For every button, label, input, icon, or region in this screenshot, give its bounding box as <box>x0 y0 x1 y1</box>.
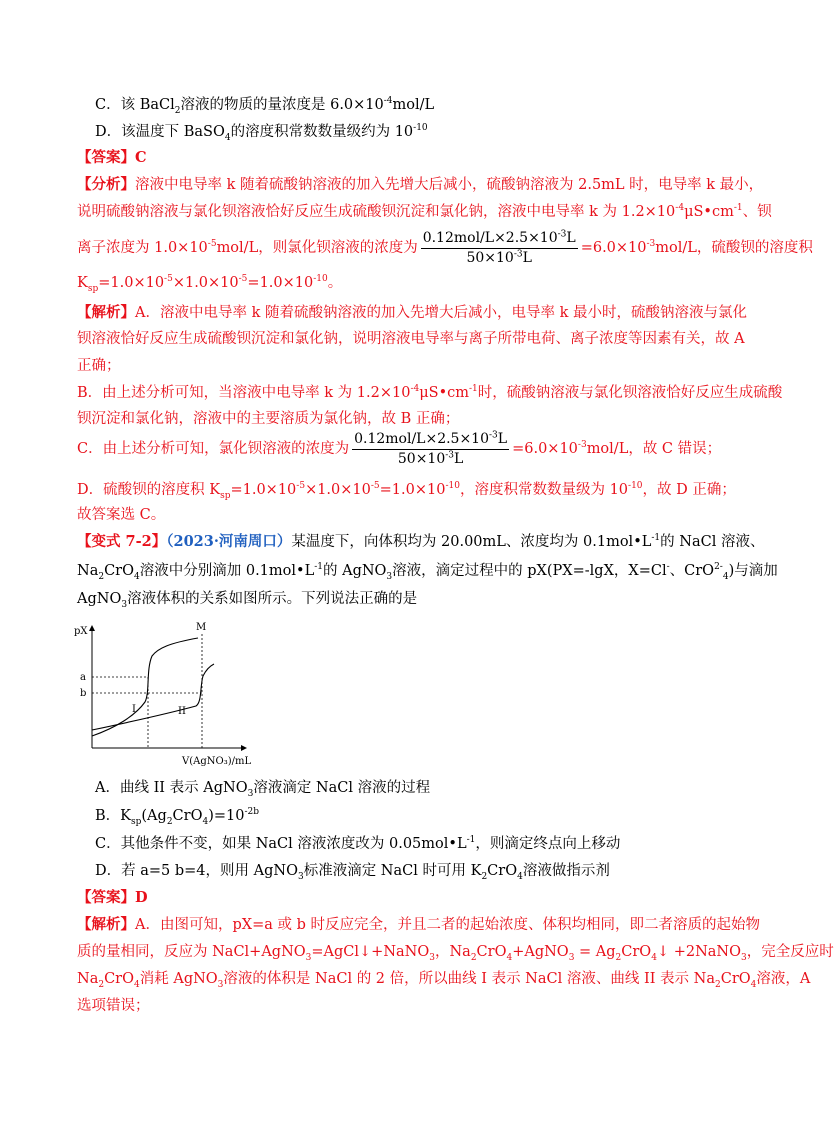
sub: 4 <box>722 571 729 582</box>
explain-tag: 【解析】 <box>77 916 135 933</box>
text: CrO <box>172 808 203 824</box>
q2-explain-line-3 <box>77 969 810 989</box>
sup: -5 <box>164 274 173 285</box>
sub: 3 <box>305 952 312 963</box>
explain-tag: 【解析】 <box>77 304 135 321</box>
sup: -1 <box>651 533 661 544</box>
question-stem-line-3 <box>77 589 417 609</box>
q2-option-b <box>95 806 259 826</box>
analysis-line-4 <box>77 273 342 293</box>
text: 离子浓度为 1.0×10 <box>77 240 208 256</box>
text: =6.0×10 <box>512 441 578 457</box>
fraction <box>352 431 509 468</box>
text: 0.12mol/L×2.5×10 <box>354 430 490 447</box>
sup: -10 <box>445 481 460 492</box>
text: L <box>454 450 464 467</box>
titration-svg <box>70 620 260 770</box>
text: CrO <box>104 563 134 579</box>
text: ，故 D 正确； <box>642 482 736 498</box>
label-a: a <box>80 672 86 683</box>
sup: -5 <box>207 239 217 250</box>
text: 标准液滴定 NaCl 时可用 K <box>303 863 482 879</box>
sub: 3 <box>740 952 747 963</box>
text: 溶液的物质的量浓度是 6.0×10 <box>180 97 384 113</box>
text: )=10 <box>208 808 245 824</box>
sub: 3 <box>386 571 393 582</box>
answer-tag: 【答案】 <box>77 889 135 906</box>
label-b: b <box>80 688 87 699</box>
text: +AgNO <box>512 944 569 960</box>
sub: sp <box>87 283 99 294</box>
question-stem-line-1 <box>77 532 764 552</box>
sup: -10 <box>313 274 328 285</box>
answer-line <box>77 148 147 168</box>
text: 溶液，滴定过程中的 pX(PX=-lgX，X=Cl <box>392 563 667 579</box>
text: L <box>566 229 576 246</box>
sup: 2- <box>714 562 723 573</box>
text: 溶液的体积是 NaCl 的 2 倍，所以曲线 I 表示 NaCl 溶液、曲线 II 表示 Na <box>223 971 715 987</box>
final-answer <box>77 505 165 525</box>
answer-value: C <box>135 149 147 166</box>
question-stem-line-2 <box>77 561 778 581</box>
text: mol/L，硫酸钡的溶度积 <box>655 240 813 256</box>
text: = Ag <box>574 944 616 960</box>
source-tag: （2023·河南周口） <box>166 533 292 550</box>
sup: -10 <box>628 481 643 492</box>
q2-answer-line <box>77 888 148 908</box>
text: μS•cm <box>419 385 469 401</box>
sub: 2 <box>714 979 721 990</box>
text: 溶液中电导率 k 随着硫酸钠溶液的加入先增大后减小，硫酸钠溶液为 2.5mL 时，电导率 k 最小， <box>135 177 764 193</box>
text: C．由上述分析可知，氯化钡溶液的浓度为 <box>77 441 350 457</box>
text: CrO <box>720 971 751 987</box>
sub: 4 <box>506 952 513 963</box>
option-c <box>95 95 434 115</box>
explain-a-line-3 <box>77 356 121 376</box>
text: CrO <box>487 863 518 879</box>
text: =1.0×10 <box>230 482 297 498</box>
sup: -3 <box>577 440 587 451</box>
text: ，完全反应时 <box>746 944 834 960</box>
sup: -4 <box>675 203 685 214</box>
text: 的 NaCl 溶液、 <box>660 534 765 550</box>
sub: 4 <box>224 132 231 143</box>
text: C．该 BaCl <box>95 97 175 113</box>
text: μS•cm <box>684 204 734 220</box>
explain-d-line <box>77 480 736 500</box>
text: 说明硫酸钠溶液与氯化钡溶液恰好反应生成硫酸钡沉淀和氯化钠，溶液中电导率 k 为 1.2×10 <box>77 204 676 220</box>
text: A．溶液中电导率 k 随着硫酸钠溶液的加入先增大后减小，电导率 k 最小时，硫酸钠溶液与氯化 <box>135 305 747 321</box>
titration-diagram <box>70 620 260 770</box>
text: =1.0×10 <box>98 275 165 291</box>
text: 质的量相同，反应为 NaCl+AgNO <box>77 944 306 960</box>
text: 50×10 <box>397 450 446 467</box>
explain-a-line-2 <box>77 329 745 349</box>
text: 的溶度积常数数量级约为 10 <box>230 124 414 140</box>
text: 时，硫酸钠溶液与氯化钡溶液恰好反应生成硫酸 <box>477 385 783 401</box>
text: 消耗 AgNO <box>139 971 218 987</box>
text: B．K <box>95 808 131 824</box>
variant-tag: 【变式 7-2】 <box>77 533 167 550</box>
sub: 3 <box>247 788 254 799</box>
text: ，Na <box>434 944 471 960</box>
sup: -5 <box>370 481 380 492</box>
q2-option-c <box>95 834 620 854</box>
sub: 3 <box>297 871 304 882</box>
text: 钡沉淀和氯化钠，溶液中的主要溶质为氯化钠，故 B 正确； <box>77 411 460 427</box>
q2-option-d <box>95 861 610 881</box>
text: D．该温度下 BaSO <box>95 124 225 140</box>
sub: 4 <box>134 571 140 582</box>
text: C．其他条件不变，如果 NaCl 溶液浓度改为 0.05mol•L <box>95 836 467 852</box>
text: 50×10 <box>466 249 514 266</box>
text: ×1.0×10 <box>172 275 239 291</box>
text: =AgCl↓+NaNO <box>311 944 430 960</box>
label-M: M <box>196 622 207 633</box>
sub: 2 <box>98 571 105 582</box>
sub: 4 <box>750 979 757 990</box>
text: 正确； <box>77 358 121 374</box>
analysis-line-3 <box>77 228 813 268</box>
analysis-line-2 <box>77 202 772 222</box>
text: 某温度下，向体积均为 20.00mL、浓度均为 0.1mol•L <box>291 534 652 550</box>
sup: -10 <box>413 123 428 134</box>
text: =1.0×10 <box>379 482 446 498</box>
sub: 2 <box>615 952 622 963</box>
sup: - <box>666 562 670 573</box>
label-I: I <box>132 704 136 715</box>
sup: -3 <box>513 248 523 259</box>
curve-I <box>92 638 198 736</box>
sub: 3 <box>568 952 575 963</box>
answer-value: D <box>135 889 148 906</box>
sub: 4 <box>134 979 140 990</box>
text: 故答案选 C。 <box>77 507 166 523</box>
sup: -3 <box>557 228 567 239</box>
text: Na <box>77 563 99 579</box>
text: mol/L，则氯化钡溶液的浓度为 <box>216 240 418 256</box>
sub: 2 <box>481 871 488 882</box>
sub: 2 <box>470 952 477 963</box>
sup: -4 <box>410 384 420 395</box>
text: (Ag <box>141 808 167 824</box>
sup: -3 <box>489 429 498 440</box>
text: ↓ +2NaNO <box>656 944 741 960</box>
text: 。 <box>327 275 343 291</box>
x-axis-label: V(AgNO₃)/mL <box>182 756 252 767</box>
text: CrO <box>621 944 652 960</box>
fraction-numerator <box>352 431 509 450</box>
text: CrO <box>104 971 134 987</box>
text: L <box>522 249 532 266</box>
fraction <box>421 230 578 267</box>
explain-a-line-1 <box>77 303 747 323</box>
text: )与滴加 <box>728 563 778 579</box>
text: mol/L，故 C 错误； <box>586 441 722 457</box>
sup: -4 <box>383 96 393 107</box>
sub: 3 <box>217 979 224 990</box>
text: 、CrO <box>669 563 715 579</box>
sup: -3 <box>646 239 656 250</box>
q2-explain-line-1 <box>77 915 760 935</box>
text: B．由上述分析可知，当溶液中电导率 k 为 1.2×10 <box>77 385 411 401</box>
text: 溶液做指示剂 <box>522 863 610 879</box>
sub: 4 <box>517 871 523 882</box>
curve-II <box>92 664 214 730</box>
text: 溶液中分别滴加 0.1mol•L <box>139 563 315 579</box>
text: AgNO <box>77 591 122 607</box>
fraction-denominator <box>352 450 509 468</box>
text: 溶液，A <box>756 971 811 987</box>
explain-b-line-1 <box>77 383 782 403</box>
option-d <box>95 122 428 142</box>
text: 溶液滴定 NaCl 溶液的过程 <box>253 780 431 796</box>
text: CrO <box>476 944 507 960</box>
fraction-denominator <box>421 249 578 267</box>
text: 溶液体积的关系如图所示。下列说法正确的是 <box>127 591 418 607</box>
text: 、钡 <box>742 204 772 220</box>
sup: -2b <box>244 807 259 818</box>
explain-c-line <box>77 429 721 469</box>
sub: 4 <box>651 952 657 963</box>
text: 选项错误； <box>77 998 150 1014</box>
sub: 4 <box>202 816 209 827</box>
text: =6.0×10 <box>580 240 647 256</box>
text: 0.12mol/L×2.5×10 <box>422 229 558 246</box>
answer-tag: 【答案】 <box>77 149 135 166</box>
y-axis-label: pX <box>74 626 88 637</box>
explain-b-line-2 <box>77 409 459 429</box>
sup: -1 <box>314 562 323 573</box>
q2-explain-line-4 <box>77 996 150 1016</box>
text: mol/L <box>392 97 435 113</box>
analysis-tag: 【分析】 <box>77 176 135 193</box>
text: =1.0×10 <box>247 275 314 291</box>
q2-option-a <box>95 778 430 798</box>
text: A．由图可知，pX=a 或 b 时反应完全，并且二者的起始浓度、体积均相同，即二者溶质的起始物 <box>135 917 760 933</box>
text: L <box>497 430 508 447</box>
sub: 2 <box>174 105 181 116</box>
text: D．硫酸钡的溶度积 K <box>77 482 221 498</box>
sup: -5 <box>296 481 306 492</box>
sup: -1 <box>469 384 478 395</box>
text: 的 AgNO <box>322 563 387 579</box>
sub: 3 <box>429 952 435 963</box>
q2-explain-line-2 <box>77 942 834 962</box>
text: Na <box>77 971 99 987</box>
fraction-numerator <box>421 230 578 249</box>
text: D．若 a=5 b=4，则用 AgNO <box>95 863 298 879</box>
analysis-line-1 <box>77 175 763 195</box>
sup: -3 <box>445 449 455 460</box>
sup: -1 <box>733 203 743 214</box>
sup: -5 <box>238 274 248 285</box>
sub: sp <box>131 816 142 827</box>
text: A．曲线 II 表示 AgNO <box>95 780 248 796</box>
text: ×1.0×10 <box>305 482 371 498</box>
sub: 2 <box>166 816 173 827</box>
sub: 3 <box>121 599 128 610</box>
text: 钡溶液恰好反应生成硫酸钡沉淀和氯化钠，说明溶液电导率与离子所带电荷、离子浓度等因素有关，故 A <box>77 331 745 347</box>
label-II: II <box>178 706 186 717</box>
sub: sp <box>220 490 231 501</box>
sup: -1 <box>466 835 476 846</box>
text: ，则滴定终点向上移动 <box>475 836 621 852</box>
text: ，溶度积常数数量级为 10 <box>459 482 629 498</box>
text: K <box>77 275 88 291</box>
sub: 2 <box>98 979 105 990</box>
